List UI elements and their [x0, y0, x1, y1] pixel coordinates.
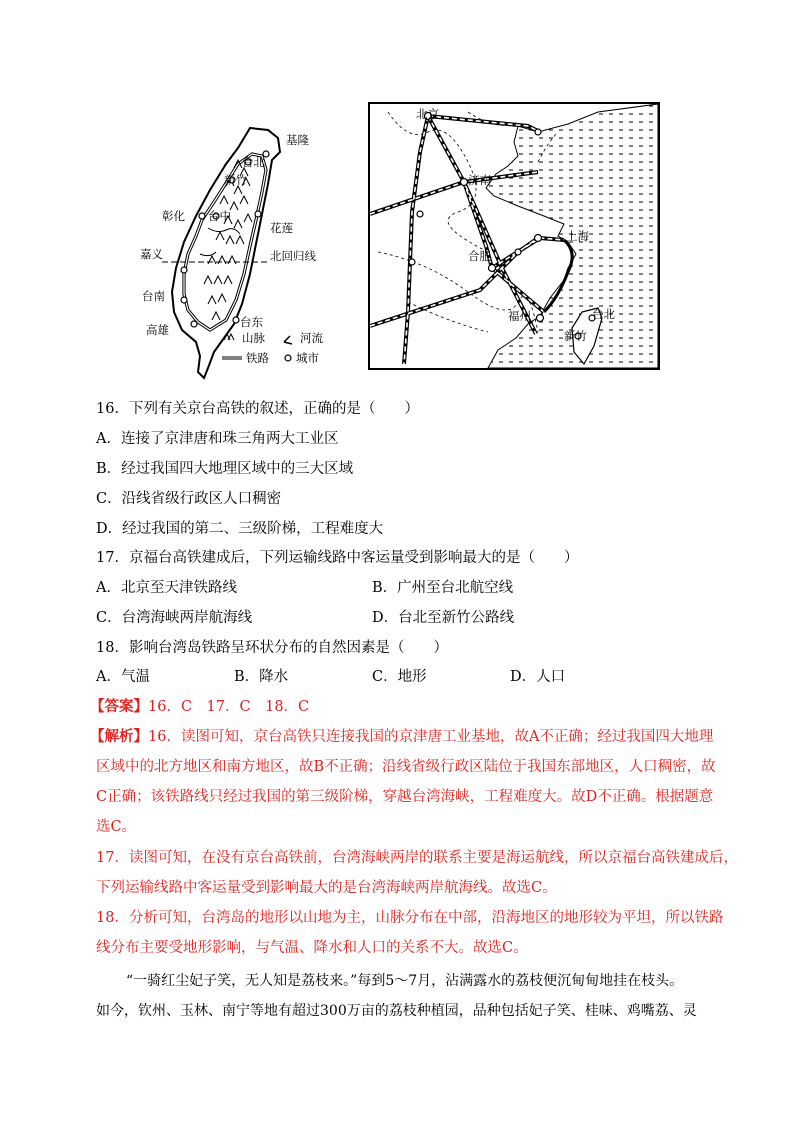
q18-stem: 18．影响台湾岛铁路呈环状分布的自然因素是（ ） [96, 640, 448, 656]
rail-network-svg [368, 102, 660, 370]
analysis-17-line-1: 17．读图可知，在没有京台高铁前，台湾海峡两岸的联系主要是海运航线，所以京福台高铁建成后， [96, 850, 738, 866]
q18-option-a: A．气温 [96, 669, 150, 685]
tropic-label: 北回归线 [270, 249, 316, 263]
q16-option-c: C．沿线省级行政区人口稠密 [96, 491, 282, 507]
city-label-hsinchu-right: 新竹 [564, 329, 587, 343]
q17-stem: 17．京福台高铁建成后，下列运输线路中客运量受到影响最大的是（ ） [96, 550, 579, 566]
analysis-16-line-4: 选C。 [96, 819, 137, 835]
q18-option-c: C．地形 [372, 669, 427, 685]
city-label-shanghai: 上海 [566, 229, 589, 243]
q17-option-a: A．北京至天津铁路线 [96, 580, 237, 596]
analysis-17-line-2: 下列运输线路中客运量受到影响最大的是台湾海峡两岸航海线。故选C。 [96, 880, 557, 896]
analysis-16-line-1: 16．读图可知，京台高铁只连接我国的京津唐工业基地，故A不正确；经过我国四大地理 [148, 729, 714, 745]
city-label-taichung: 台中 [208, 209, 231, 223]
analysis-18-line-2: 线分布主要受地形影响，与气温、降水和人口的关系不大。故选C。 [96, 940, 528, 956]
q16-option-d: D．经过我国的第二、三级阶梯，工程难度大 [96, 521, 384, 537]
city-label-kaohsiung: 高雄 [146, 323, 169, 337]
city-label-jinan: 济南 [468, 173, 491, 187]
answer-text: 16．C 17．C 18．C [148, 699, 310, 715]
city-label-hsinchu: 新竹 [224, 173, 247, 187]
q16-stem: 16．下列有关京台高铁的叙述，正确的是（ ） [96, 401, 419, 417]
analysis-16-line-3: C正确；该铁路线只经过我国的第三级阶梯，穿越台湾海峡，工程难度大。故D不正确。根据题意 [96, 789, 714, 805]
analysis-16-line-2: 区域中的北方地区和南方地区，故B不正确；沿线省级行政区陆位于我国东部地区，人口稠密，故 [96, 759, 716, 775]
answer-tag: 【答案】 [90, 698, 148, 715]
q17-option-b: B．广州至台北航空线 [372, 580, 514, 596]
passage-line-1: “一骑红尘妃子笑，无人知是荔枝来。”每到5～7月，沾满露水的荔枝便沉甸甸地挂在枝头。 [126, 973, 684, 989]
q16-option-a: A．连接了京津唐和珠三角两大工业区 [96, 431, 339, 447]
q18-option-b: B．降水 [234, 669, 289, 685]
city-label-changhua: 彰化 [162, 209, 185, 223]
city-label-tainan: 台南 [142, 289, 165, 303]
legend-railway-label: 铁路 [246, 351, 269, 365]
analysis-line-1 [90, 727, 713, 747]
answer-line [90, 697, 309, 717]
analysis-18-line-1: 18．分析可知，台湾岛的地形以山地为主，山脉分布在中部，沿海地区的地形较为平坦，所以铁路 [96, 910, 724, 926]
city-label-beijing: 北京 [416, 107, 439, 121]
analysis-tag: 【解析】 [90, 728, 148, 745]
city-label-fuzhou: 福州 [508, 309, 531, 323]
city-label-taitung: 台东 [240, 315, 263, 329]
city-label-taipei: 台北 [242, 155, 265, 169]
city-label-keelung: 基隆 [286, 133, 309, 147]
taiwan-map [138, 124, 338, 384]
legend-river-label: 河流 [300, 331, 323, 345]
passage-line-2: 如今，钦州、玉林、南宁等地有超过300万亩的荔枝种植园，品种包括妃子笑、桂味、鸡嘴荔、灵 [96, 1003, 697, 1019]
rail-network-map [368, 102, 660, 370]
city-label-taipei-right: 台北 [592, 307, 615, 321]
q18-option-d: D．人口 [510, 669, 566, 685]
city-label-chiayi: 嘉义 [140, 247, 163, 261]
q16-option-b: B．经过我国四大地理区域中的三大区域 [96, 461, 354, 477]
city-label-hefei: 合肥 [468, 249, 491, 263]
legend-city-label: 城市 [296, 351, 319, 365]
city-label-hualien: 花莲 [270, 221, 293, 235]
q17-option-c: C．台湾海峡两岸航海线 [96, 610, 253, 626]
legend-mountain-label: 山脉 [242, 331, 265, 345]
q17-option-d: D．台北至新竹公路线 [372, 610, 515, 626]
